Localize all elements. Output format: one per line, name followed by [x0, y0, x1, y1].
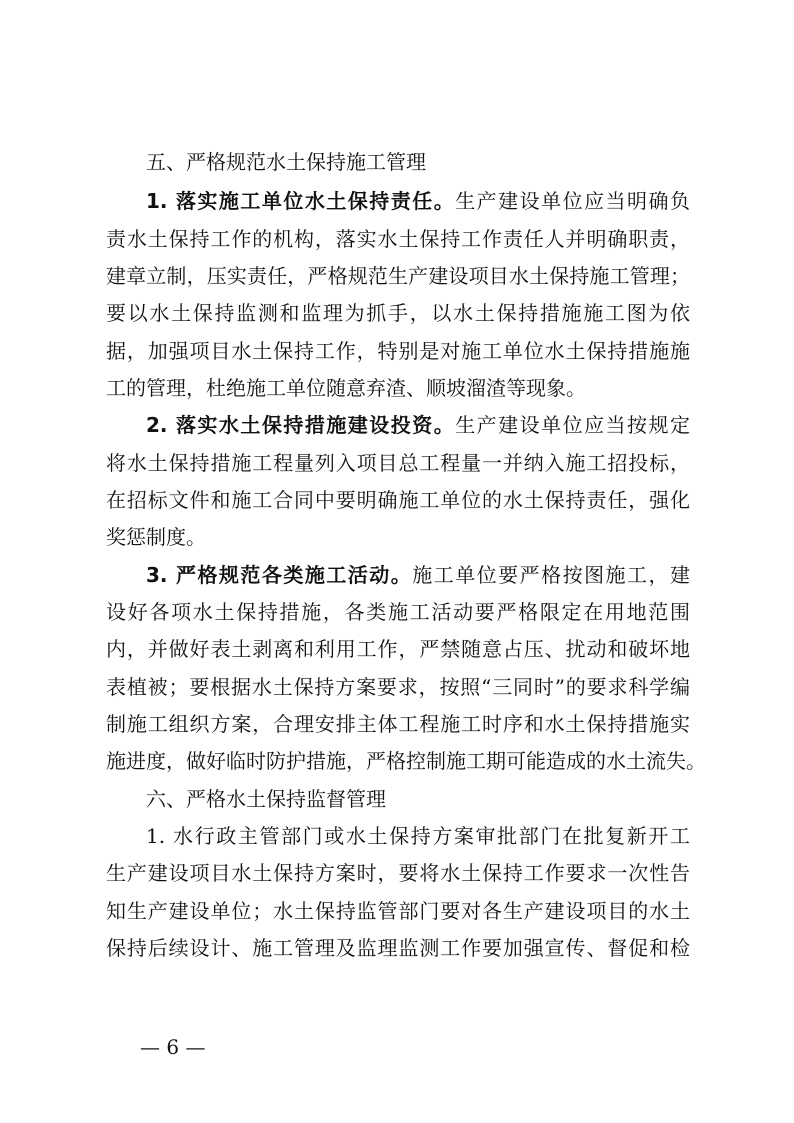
section-6-item-1-line-2: 生产建设项目水土保持方案时，要将水土保持工作要求一次性告	[106, 861, 690, 885]
section-5-item-1-line-3: 建章立制，压实责任，严格规范生产建设项目水土保持施工管理；	[106, 264, 690, 288]
section-6-item-1-line-1: 1. 水行政主管部门或水土保持方案审批部门在批复新开工	[146, 824, 690, 848]
section-5-item-2-lead: 2. 落实水土保持措施建设投资。	[146, 413, 456, 437]
section-5-heading: 五、严格规范水土保持施工管理	[146, 150, 426, 174]
section-5-item-3-line-2: 设好各项水土保持措施，各类施工活动要严格限定在用地范围	[106, 600, 690, 624]
section-5-item-3-lead: 3. 严格规范各类施工活动。	[146, 563, 413, 587]
section-5-item-3-line-5: 制施工组织方案，合理安排主体工程施工时序和水土保持措施实	[106, 712, 690, 736]
section-5-item-2-line-1	[146, 408, 690, 442]
section-5-item-2-line-4: 奖惩制度。	[106, 525, 206, 549]
section-5-item-3-line-4: 表植被；要根据水土保持方案要求，按照“三同时”的要求科学编	[106, 675, 690, 699]
section-5-item-3-line-1	[146, 558, 690, 592]
section-6-item-1-line-3: 知生产建设单位；水土保持监管部门要对各生产建设项目的水土	[106, 899, 690, 923]
section-5-item-1-line-2: 责水土保持工作的机构，落实水土保持工作责任人并明确职责，	[106, 227, 690, 251]
section-5-item-1-line-4: 要以水土保持监测和监理为抓手，以水土保持措施施工图为依	[106, 301, 690, 325]
section-5-item-2-line-3: 在招标文件和施工合同中要明确施工单位的水土保持责任，强化	[106, 488, 690, 512]
page-number: — 6 —	[140, 1035, 206, 1059]
section-5-item-2-text: 生产建设单位应当按规定	[455, 413, 691, 437]
section-5-item-3-line-3: 内，并做好表土剥离和利用工作，严禁随意占压、扰动和破坏地	[106, 637, 690, 661]
section-5-item-1-text: 生产建设单位应当明确负	[455, 189, 691, 213]
section-6-item-1-line-4: 保持后续设计、施工管理及监理监测工作要加强宣传、督促和检	[106, 936, 690, 960]
section-5-item-1-line-6: 工的管理，杜绝施工单位随意弃渣、顺坡溜渣等现象。	[106, 376, 586, 400]
section-5-item-3-text: 施工单位要严格按图施工，建	[412, 563, 690, 587]
section-6-heading: 六、严格水土保持监督管理	[146, 787, 386, 811]
section-5-item-2-line-2: 将水土保持措施工程量列入项目总工程量一并纳入施工招投标，	[106, 451, 690, 475]
section-5-item-3-line-6: 施进度，做好临时防护措施，严格控制施工期可能造成的水土流失。	[106, 749, 706, 773]
section-5-item-1-line-5: 据，加强项目水土保持工作，特别是对施工单位水土保持措施施	[106, 339, 690, 363]
section-5-item-1-lead: 1. 落实施工单位水土保持责任。	[146, 189, 456, 213]
section-5-item-1-line-1	[146, 184, 690, 218]
